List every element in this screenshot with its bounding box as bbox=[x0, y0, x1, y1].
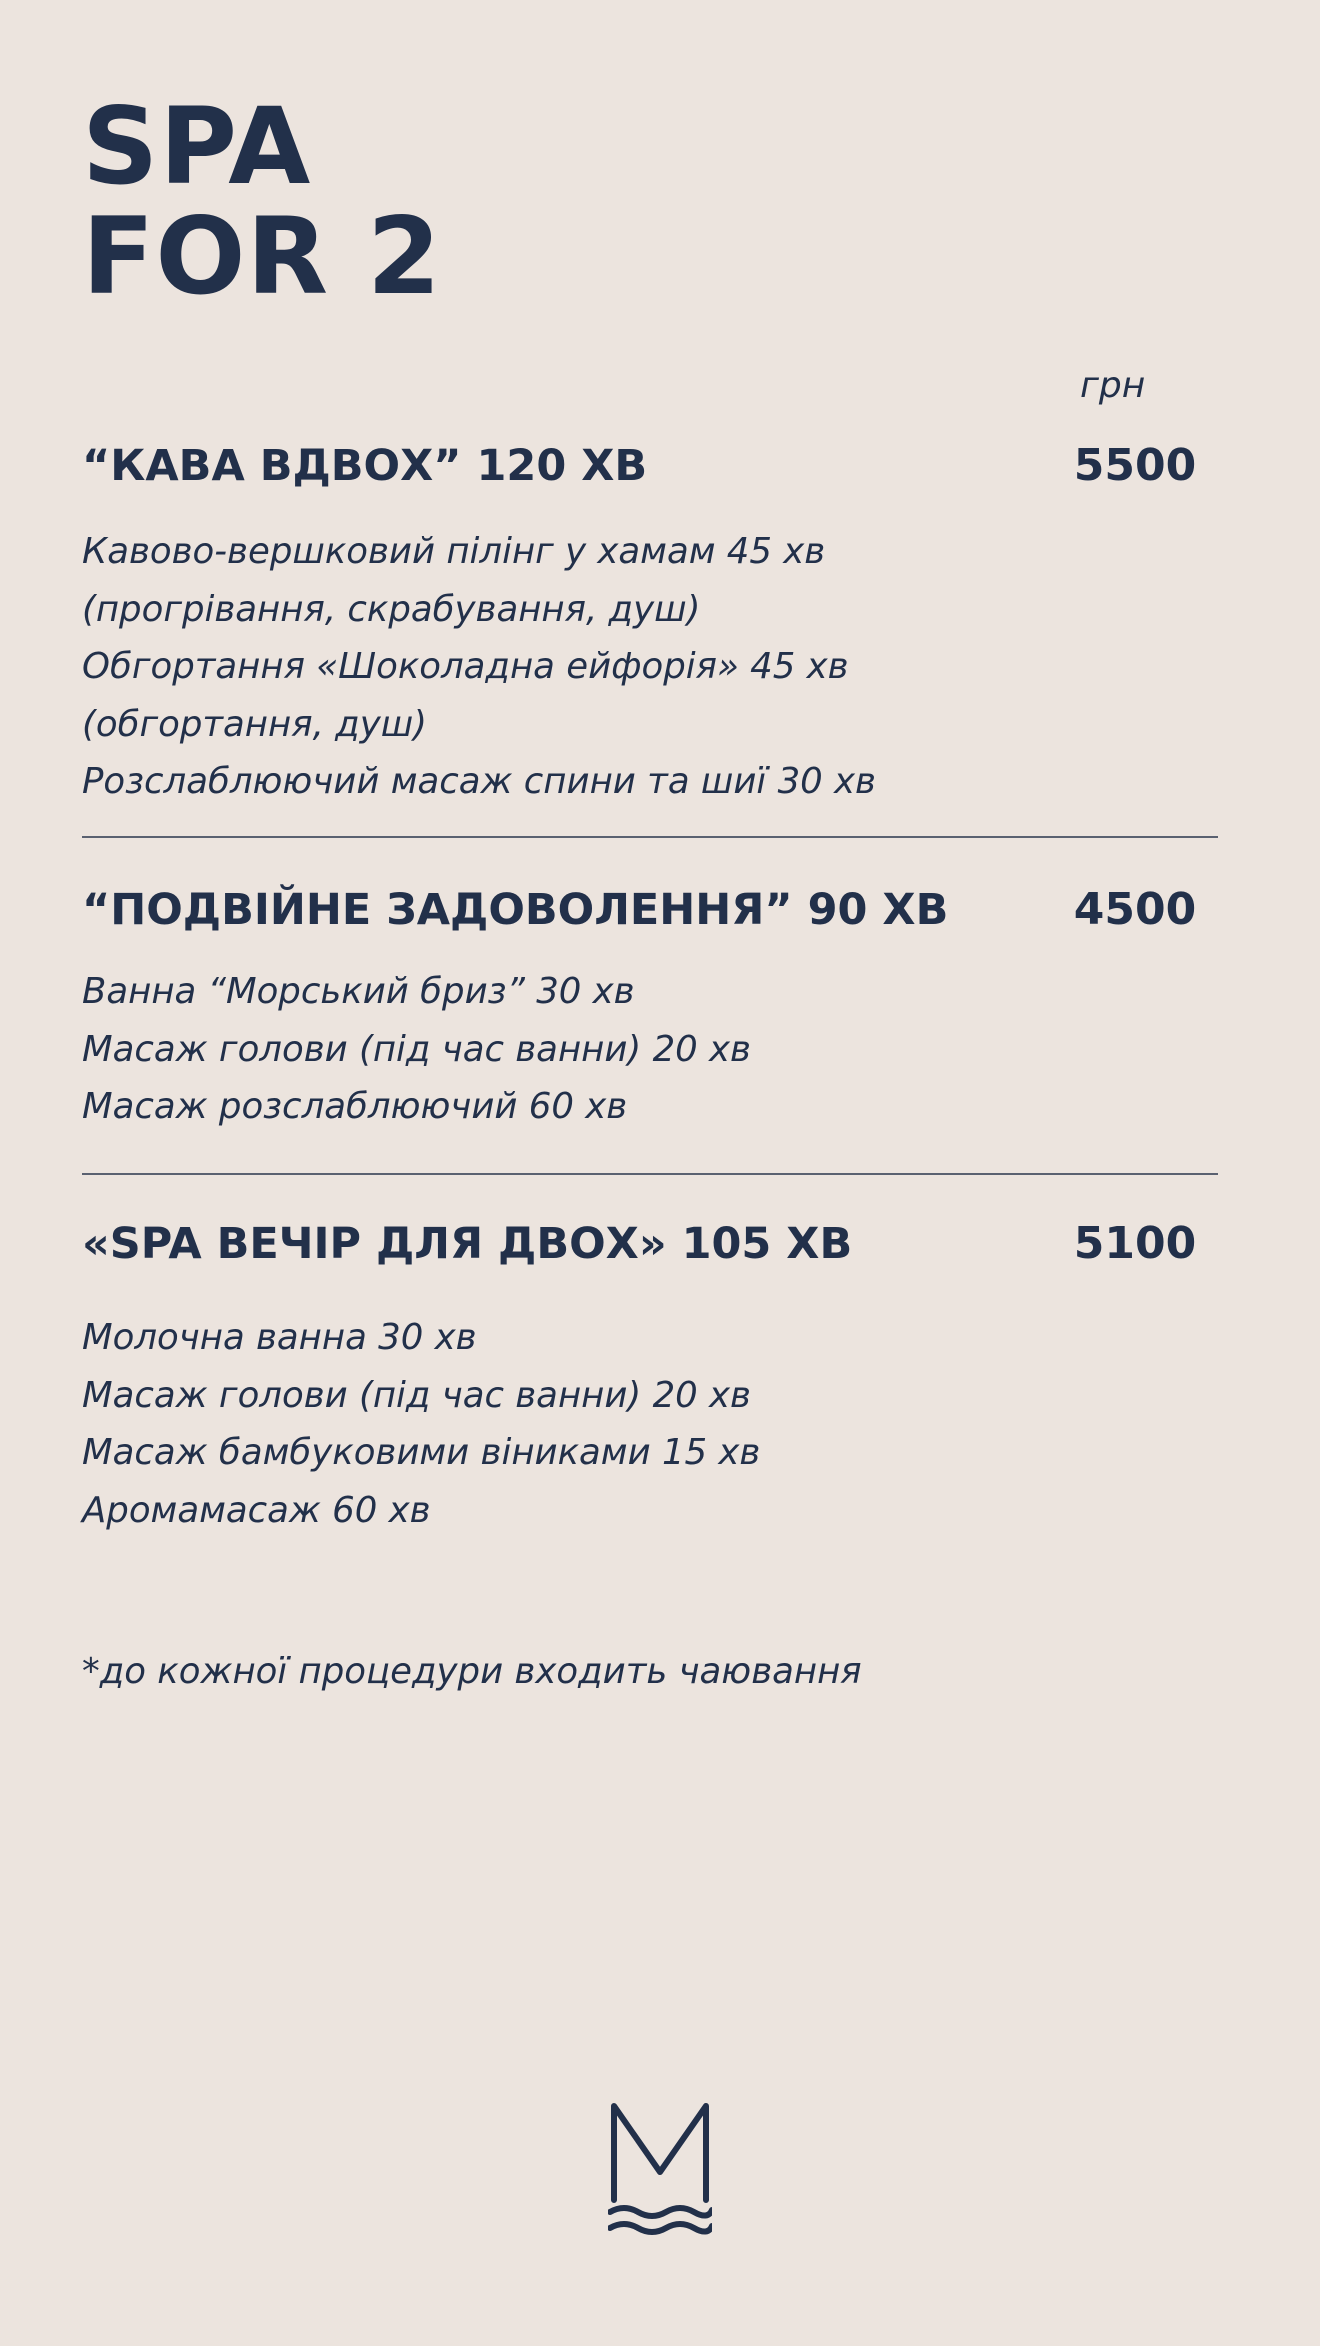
package-name: “ПОДВІЙНЕ ЗАДОВОЛЕННЯ” 90 ХВ bbox=[82, 885, 949, 935]
package-item: Масаж бамбуковими віниками 15 хв bbox=[82, 1432, 761, 1473]
package-item: Аромамасаж 60 хв bbox=[82, 1489, 431, 1531]
package-item: (прогрівання, скрабування, душ) bbox=[82, 588, 701, 630]
package-items bbox=[82, 1309, 760, 1539]
divider bbox=[82, 1173, 1218, 1175]
package-item: Розслаблюючий масаж спини та шиї 30 хв bbox=[82, 761, 876, 802]
package-item: Масаж голови (під час ванни) 20 хв bbox=[82, 1374, 751, 1416]
title-line-1: SPA bbox=[82, 85, 312, 208]
package-price: 5500 bbox=[1073, 440, 1197, 491]
package-name: «SPA ВЕЧІР ДЛЯ ДВОХ» 105 ХВ bbox=[82, 1219, 853, 1269]
m-wave-logo-icon bbox=[608, 2100, 712, 2240]
package-item: Кавово-вершковий пілінг у хамам 45 хв bbox=[82, 531, 826, 572]
package-item: Ванна “Морський бриз” 30 хв bbox=[82, 971, 635, 1012]
currency-label: грн bbox=[1080, 365, 1146, 406]
footnote: *до кожної процедури входить чаювання bbox=[82, 1651, 862, 1692]
package-price: 4500 bbox=[1073, 884, 1197, 935]
package-item: (обгортання, душ) bbox=[82, 703, 428, 745]
package-items bbox=[82, 963, 751, 1136]
package-items bbox=[82, 523, 876, 811]
page-title bbox=[82, 85, 442, 318]
package-item: Масаж розслаблюючий 60 хв bbox=[82, 1086, 628, 1127]
package-item: Молочна ванна 30 хв bbox=[82, 1317, 477, 1358]
title-line-2: FOR 2 bbox=[82, 195, 442, 318]
package-price: 5100 bbox=[1073, 1218, 1197, 1269]
package-item: Масаж голови (під час ванни) 20 хв bbox=[82, 1028, 751, 1070]
package-name: “КАВА ВДВОХ” 120 ХВ bbox=[82, 441, 648, 491]
divider bbox=[82, 836, 1218, 838]
package-item: Обгортання «Шоколадна ейфорія» 45 хв bbox=[82, 646, 849, 687]
